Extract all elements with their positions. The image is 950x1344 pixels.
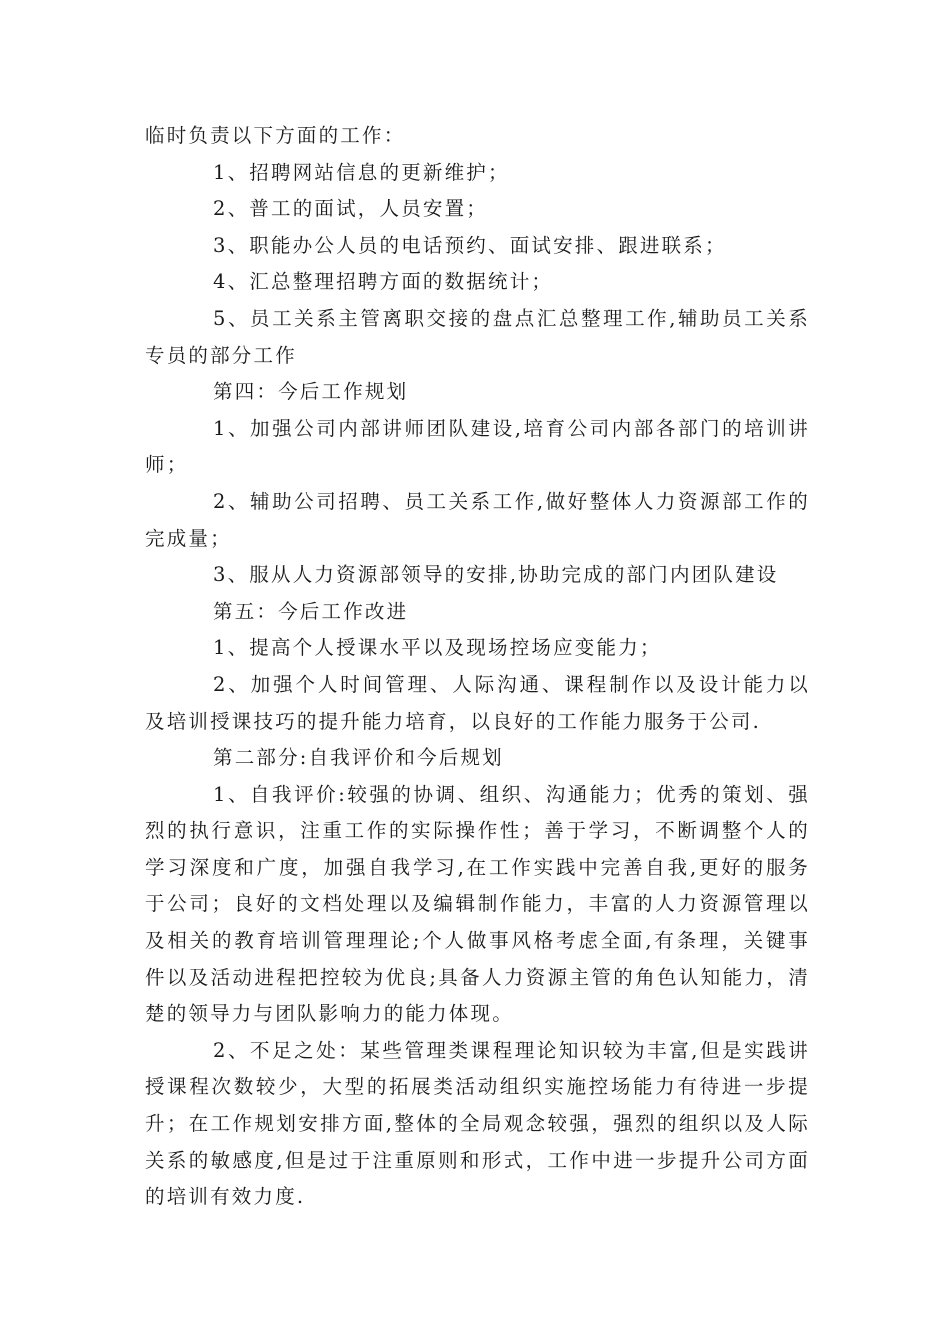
list-item-trainer-team: 1、加强公司内部讲师团队建设,培育公司内部各部门的培训讲师；	[145, 416, 810, 477]
list-item-employee-relations: 5、员工关系主管离职交接的盘点汇总整理工作,辅助员工关系专员的部分工作	[145, 306, 810, 367]
list-item-teaching-level: 1、提高个人授课水平以及现场控场应变能力；	[213, 636, 662, 660]
list-item-assist-recruitment: 2、辅助公司招聘、员工关系工作,做好整体人力资源部工作的完成量；	[145, 489, 810, 550]
list-item-obey-arrangement: 3、服从人力资源部领导的安排,协助完成的部门内团队建设	[213, 563, 779, 587]
paragraph-self-evaluation: 1、自我评价:较强的协调、组织、沟通能力；优秀的策划、强烈的执行意识，注重工作的实际操作性；善于学习，不断调整个人的学习深度和广度，加强自我学习,在工作实践中完善自我,更好的服务于公司；良好的文档处理以及编辑制作能力，丰富的人力资源管理以及相关的教育培训管理理论;个人做事风格考虑全面,有条理，关键事件以及活动进程把控较为优良;具备人力资源主管的角色认知能力，清楚的领导力与团队影响力的能力体现。	[145, 782, 810, 1026]
paragraph-shortcomings: 2、不足之处：某些管理类课程理论知识较为丰富,但是实践讲授课程次数较少，大型的拓展类活动组织实施控场能力有待进一步提升；在工作规划安排方面,整体的全局观念较强，强烈的组织以及人际关系的敏感度,但是过于注重原则和形式，工作中进一步提升公司方面的培训有效力度.	[145, 1038, 810, 1209]
document-page	[145, 118, 810, 1216]
section-heading-improvement: 第五：今后工作改进	[213, 599, 409, 623]
list-item-office-staff: 3、职能办公人员的电话预约、面试安排、跟进联系；	[213, 233, 727, 257]
paragraph-intro: 临时负责以下方面的工作：	[145, 124, 406, 147]
list-item-recruit-website: 1、招聘网站信息的更新维护；	[213, 160, 510, 184]
list-item-data-statistics: 4、汇总整理招聘方面的数据统计；	[213, 270, 554, 294]
section-heading-self-evaluation: 第二部分:自我评价和今后规划	[213, 746, 504, 770]
section-heading-future-plan: 第四：今后工作规划	[213, 380, 409, 404]
list-item-time-management: 2、加强个人时间管理、人际沟通、课程制作以及设计能力以及培训授课技巧的提升能力培育，以良好的工作能力服务于公司.	[145, 672, 810, 733]
list-item-worker-interview: 2、普工的面试，人员安置；	[213, 197, 489, 221]
